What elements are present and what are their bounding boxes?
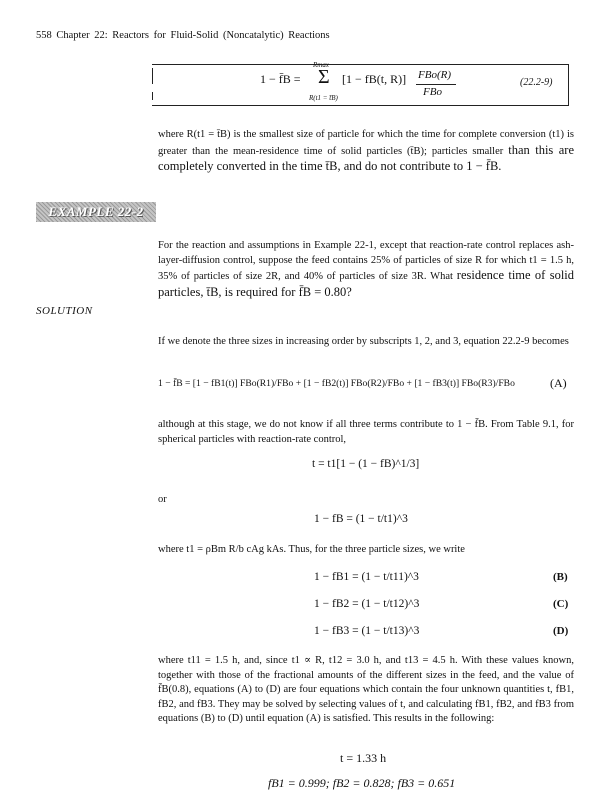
result-t: t = 1.33 h	[340, 751, 387, 765]
or-text: or	[158, 494, 167, 505]
solution-intro: If we denote the three sizes in increasing order by subscripts 1, 2, and 3, equation 22.2-9 becomes	[158, 336, 569, 347]
example-text: For the reaction and assumptions in Example 22-1, except that reaction-rate control replaces ash-layer-diffusion control, suppose the feed contains 25% of particles of size R for which t1 = 1.5 h, 35% of particles of size 2R, and 40% of particles of size 3R. What	[158, 240, 574, 282]
fraction-bar	[416, 84, 456, 85]
equation-box-left-rule-lower	[152, 92, 153, 100]
example-tag: EXAMPLE 22-2	[36, 202, 156, 222]
eq-2229-numerator: FBo(R)	[418, 69, 451, 81]
eq-2229-denominator: FBo	[423, 86, 442, 98]
equation-a: 1 − f̄B = [1 − fB1(t)] FBo(R1)/FBo + [1 − fB2(t)] FBo(R2)/FBo + [1 − fB3(t)] FBo(R3)/FBo	[158, 378, 515, 389]
eq-2229-bracket: [1 − fB(t, R)]	[342, 72, 407, 86]
equation-number: (22.2-9)	[520, 77, 553, 88]
equation-a-label: (A)	[550, 376, 567, 390]
eq-2229-lhs: 1 − f̄B =	[260, 72, 301, 86]
example-paragraph	[158, 239, 574, 301]
solution-label: SOLUTION	[36, 305, 93, 317]
equation-d: 1 − fB3 = (1 − t/t13)^3	[314, 625, 420, 637]
sum-upper-limit: Rmax	[313, 61, 329, 69]
sum-lower-limit: R(t1 = t̄B)	[309, 94, 338, 102]
paragraph-table-ref: although at this stage, we do not know if all three terms contribute to 1 − f̄B. From Table 9.1, for spherical particles with reaction-rate control,	[158, 419, 574, 445]
example-text-continued: residence time of solid particles, t̄B, is required for f̄B = 0.80?	[158, 268, 575, 299]
where-t1-text: where t1 = ρBm R/b cAg kAs. Thus, for the three particle sizes, we write	[158, 544, 465, 555]
where-text-continued: than this are completely converted in the time t̄B, and do not contribute to 1 − f̄B.	[158, 142, 575, 173]
where-text: where R(t1 = t̄B) is the smallest size of particle for which the time for complete conversion (t1) is greater than the mean-residence time of solid particles (t̄B); particles smaller	[158, 129, 574, 157]
equation-box-left-rule	[152, 68, 153, 84]
equation-fb: 1 − fB = (1 − t/t1)^3	[314, 513, 408, 525]
equation-b: 1 − fB1 = (1 − t/t11)^3	[314, 571, 419, 583]
result-f: fB1 = 0.999; fB2 = 0.828; fB3 = 0.651	[268, 776, 456, 790]
where-paragraph	[158, 128, 574, 176]
equation-t: t = t1[1 − (1 − fB)^1/3]	[312, 458, 420, 470]
page-header: 558 Chapter 22: Reactors for Fluid-Solid (Noncatalytic) Reactions	[36, 30, 330, 41]
sum-symbol: Σ	[318, 66, 330, 88]
equation-b-label: (B)	[553, 571, 568, 583]
paragraph-solve: where t11 = 1.5 h, and, since t1 ∝ R, t12 = 3.0 h, and t13 = 4.5 h. With these values known, together with those of the fractional amounts of the different sizes in the feed, and the value of f̄B(0.8), equations (A) to (D) are four equations which contain the four unknown quantities t, fB1, fB2, and fB3. They may be solved by selecting values of t, and calculating fB1, fB2, and fB3 from equations (B) to (D) until equation (A) is satisfied. This results in the following:	[158, 655, 574, 724]
equation-d-label: (D)	[553, 625, 569, 637]
equation-c: 1 − fB2 = (1 − t/t12)^3	[314, 598, 420, 610]
equation-c-label: (C)	[553, 598, 569, 610]
